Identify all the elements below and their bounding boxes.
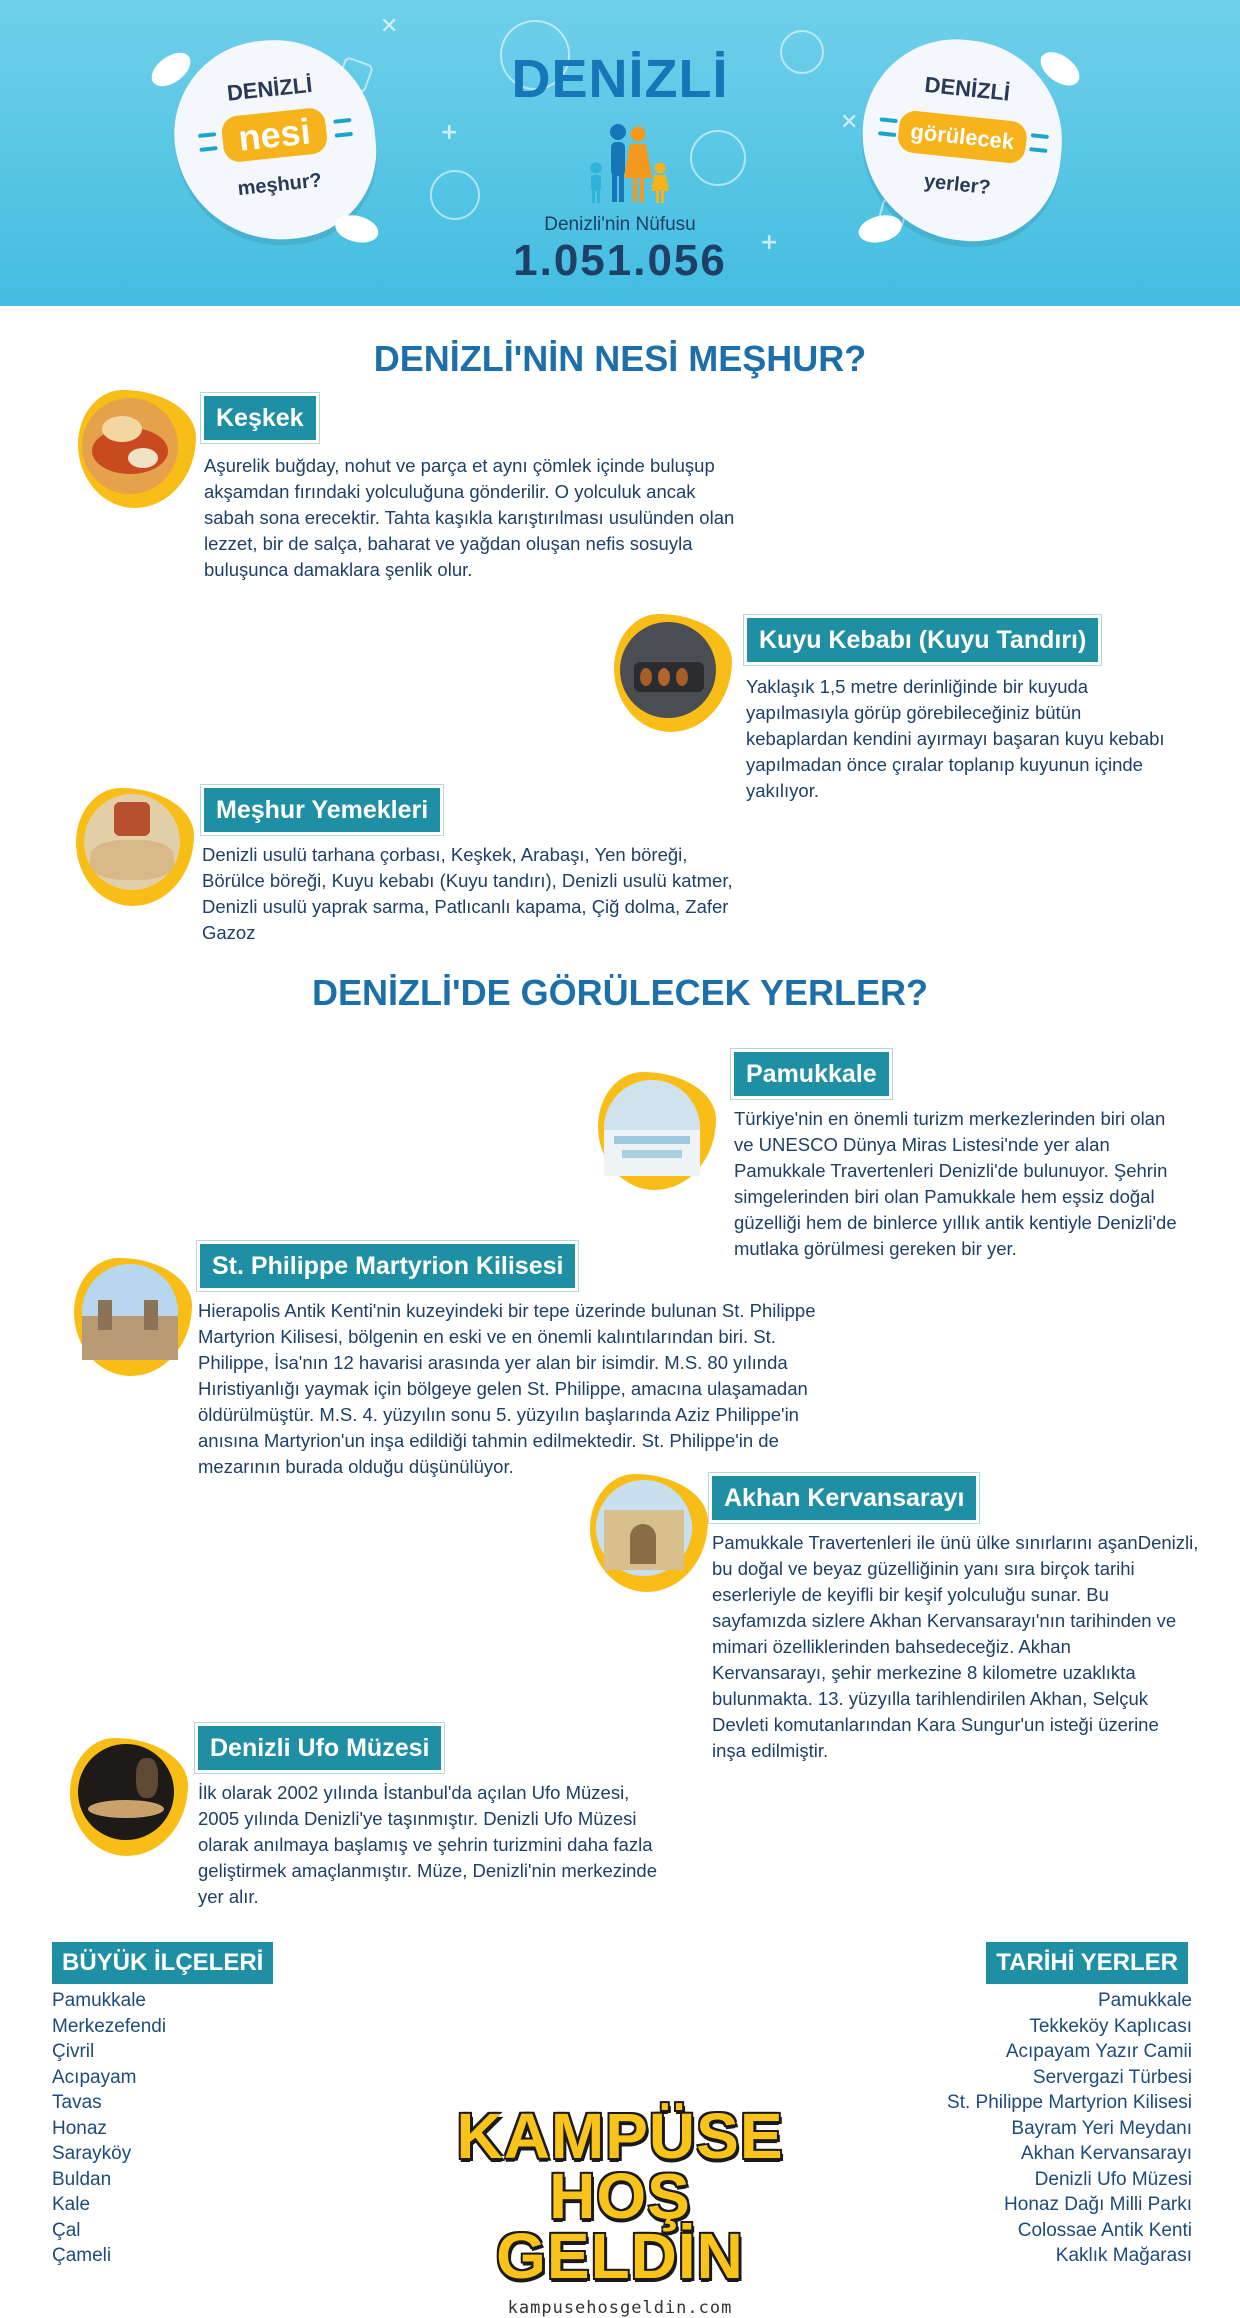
left-bubble-pill: nesi <box>220 107 328 164</box>
keskek-photo <box>82 398 178 494</box>
list-item: Sarayköy <box>52 2143 132 2164</box>
bubble-dash <box>335 132 353 138</box>
list-item: Bayram Yeri Meydanı <box>1011 2117 1192 2139</box>
right-bubble-pill: görülecek <box>897 109 1029 164</box>
list-item: Tekkeköy Kaplıcası <box>1029 2015 1192 2037</box>
historic-places-list <box>947 1988 1192 2269</box>
logo-url: kampusehosgeldin.com <box>507 2298 733 2318</box>
logo-line-2: HOŞ GELDİN <box>496 2160 744 2292</box>
akhan-photo <box>596 1480 692 1576</box>
meshur-yemekleri-description: Denizli usulü tarhana çorbası, Keşkek, Arabaşı, Yen böreği, Börülce böreği, Kuyu kebabı (Kuyu tandırı), Denizli usulü katmer, Denizli usulü yaprak sarma, Patlıcanlı kapama, Çiğ dolma, Zafer Gazoz <box>202 844 733 943</box>
list-item: Çameli <box>52 2245 112 2266</box>
ufo-muzesi-tag: Denizli Ufo Müzesi <box>198 1726 441 1770</box>
historic-places-tag: TARİHİ YERLER <box>986 1942 1188 1984</box>
decor-circle <box>430 170 480 220</box>
list-item: Pamukkale <box>1098 1990 1192 2011</box>
decor-circle <box>690 130 746 186</box>
bubble-dash <box>880 117 898 123</box>
list-item: Tavas <box>52 2092 102 2113</box>
pamukkale-tag: Pamukkale <box>734 1052 889 1096</box>
decor-plus-icon: + <box>760 230 779 255</box>
logo-line-1: KAMPÜSE <box>456 2100 784 2172</box>
bubble-dash <box>198 132 216 138</box>
left-bubble-top-text: DENİZLİ <box>225 71 314 106</box>
pamukkale-photo <box>604 1080 700 1176</box>
decor-cross-icon: ✕ <box>380 14 399 39</box>
list-item: Kaklık Mağarası <box>1055 2245 1192 2266</box>
list-item: Çivril <box>52 2041 95 2062</box>
districts-tag: BÜYÜK İLÇELERİ <box>52 1942 273 1984</box>
city-title: DENİZLİ <box>511 49 729 109</box>
bubble-dash <box>1029 147 1047 153</box>
bubble-dash <box>1031 133 1049 139</box>
list-item: Akhan Kervansarayı <box>1020 2143 1192 2164</box>
header-banner <box>0 0 1240 306</box>
ufo-muzesi-description: İlk olarak 2002 yılında İstanbul'da açılan Ufo Müzesi, 2005 yılında Denizli'ye taşınmıştır. Denizli Ufo Müzesi olarak anılmaya başlamış ve şehrin turizmini daha fazla geliştirmek amaçlanmıştır. Müze, Denizli'nin merkezinde yer alır. <box>198 1782 657 1907</box>
akhan-description: Pamukkale Travertenleri ile ünü ülke sınırlarını aşanDenizli, bu doğal ve beyaz güzelliğinin yanı sıra birçok tarihi eserleriyle de keyifli bir keşif yolculuğu sunar. Bu sayfamızda sizlere Akhan Kervansarayı'nın tarihinden ve mimari özelliklerinden bahsedeceğiz. Akhan Kervansarayı, şehir merkezine 8 kilometre uzaklıkta bulunmakta. 13. yüzyılla tarihlendirilen Akhan, Selçuk Devleti komutanlarından Kara Sungur'un isteği üzerine inşa edilmiştir. <box>712 1532 1199 1761</box>
right-bubble-bottom-text: yerler? <box>922 170 992 200</box>
bubble-dash <box>199 146 217 152</box>
decor-plus-icon: + <box>440 120 459 145</box>
list-item: Kale <box>52 2194 91 2215</box>
list-item: Servergazi Türbesi <box>1032 2066 1192 2088</box>
famous-section-title: DENİZLİ'NİN NESİ MEŞHUR? <box>373 338 867 379</box>
list-item: Merkezefendi <box>52 2015 167 2037</box>
brand-logo <box>420 2100 820 2318</box>
population-value: 1.051.056 <box>513 236 727 285</box>
family-icon <box>582 118 672 208</box>
list-item: Denizli Ufo Müzesi <box>1034 2168 1192 2190</box>
population-label: Denizli'nin Nüfusu <box>544 214 696 235</box>
left-bubble-bottom-text: meşhur? <box>236 169 323 201</box>
list-item: Buldan <box>52 2168 112 2190</box>
bubble-dash <box>878 131 896 137</box>
akhan-tag: Akhan Kervansarayı <box>712 1476 976 1520</box>
pamukkale-description: Türkiye'nin en önemli turizm merkezlerinden biri olan ve UNESCO Dünya Miras Listesi'nde yer alan Pamukkale Travertenleri Denizli'de bulunuyor. Şehrin simgelerinden biri olan Pamukkale hem eşsiz doğal güzelliği hem de binlerce yıllık antik kentiyle Denizli'de mutlaka görülmesi gereken bir yer. <box>734 1108 1177 1259</box>
st-philippe-photo <box>82 1264 178 1360</box>
places-section-title: DENİZLİ'DE GÖRÜLECEK YERLER? <box>312 972 928 1013</box>
ufo-muzesi-photo <box>78 1744 174 1840</box>
list-item: Acıpayam <box>52 2066 137 2088</box>
kuyu-kebabi-description: Yaklaşık 1,5 metre derinliğinde bir kuyuda yapılmasıyla görüp görebileceğiniz bütün kebaplardan kendini ayırmayı başaran kuyu kebabı yapılmadan önce çıralar toplanıp kuyunun içinde yakılıyor. <box>746 676 1165 801</box>
st-philippe-description: Hierapolis Antik Kenti'nin kuzeyindeki bir tepe üzerinde bulunan St. Philippe Martyrion Kilisesi, bölgenin en eski ve en önemli kalıntılarından biri. St. Philippe, İsa'nın 12 havarisi arasında yer alan bir isimdir. M.S. 80 yılında Hıristiyanlığı yaymak için bölgeye gelen St. Philippe, amacına ulaşamadan öldürülmüştür. M.S. 4. yüzyılın sonu 5. yüzyılın başlarında Aziz Philippe'in anısına Martyrion'un inşa edildiği tahmin edilmektedir. St. Philippe'in de mezarının burada olduğu düşünülüyor. <box>198 1300 816 1477</box>
list-item: Acıpayam Yazır Camii <box>1005 2041 1192 2062</box>
meshur-yemekleri-photo <box>84 794 180 890</box>
list-item: Honaz <box>52 2117 107 2139</box>
kuyu-kebabi-photo <box>620 622 716 718</box>
list-item: Honaz Dağı Milli Parkı <box>1004 2194 1192 2215</box>
decor-cross-icon: ✕ <box>840 110 859 135</box>
list-item: Çal <box>52 2219 81 2241</box>
keskek-tag: Keşkek <box>204 396 316 440</box>
right-bubble-top-text: DENİZLİ <box>923 71 1012 106</box>
list-item: Colossae Antik Kenti <box>1017 2219 1192 2241</box>
bubble-dash <box>333 118 351 124</box>
meshur-yemekleri-tag: Meşhur Yemekleri <box>204 788 440 832</box>
districts-list <box>52 1988 166 2269</box>
list-item: St. Philippe Martyrion Kilisesi <box>947 2092 1192 2113</box>
kuyu-kebabi-tag: Kuyu Kebabı (Kuyu Tandırı) <box>747 618 1098 662</box>
list-item: Pamukkale <box>52 1990 146 2011</box>
st-philippe-tag: St. Philippe Martyrion Kilisesi <box>200 1244 575 1288</box>
keskek-description: Aşurelik buğday, nohut ve parça et aynı çömlek içinde buluşup akşamdan fırındaki yolculuğuna gönderilir. O yolculuk ancak sabah sona erecektir. Tahta kaşıkla karıştırılması usulünden olan lezzet, bir de salça, baharat ve yağdan oluşan nefis sosuyla buluşunca damaklara şenlik olur. <box>204 455 735 580</box>
